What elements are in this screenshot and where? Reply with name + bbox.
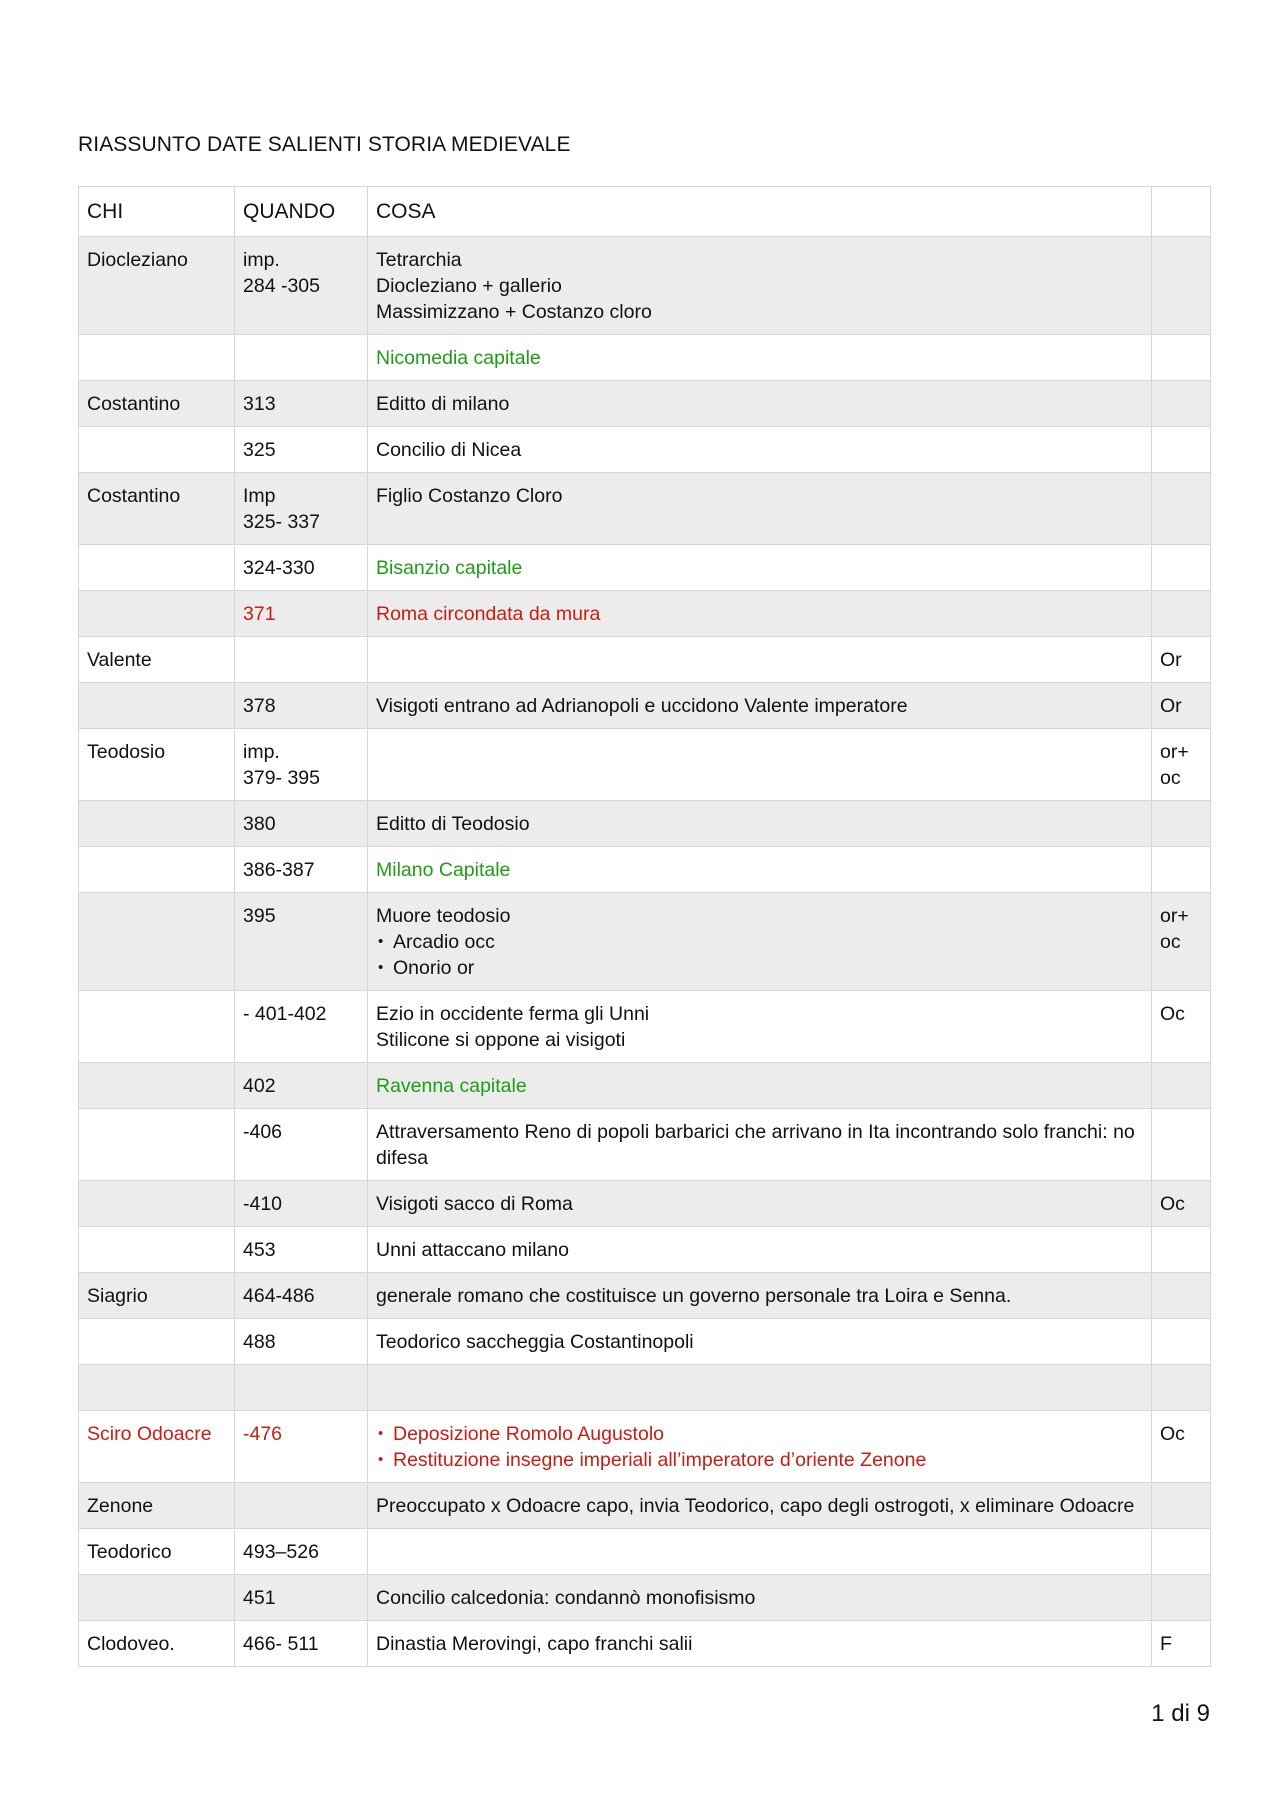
table-row	[79, 683, 1211, 729]
cell-chi-text: Diocleziano	[87, 249, 188, 271]
cell-area-text	[1160, 1237, 1202, 1263]
cell-cosa-line	[376, 1375, 1143, 1401]
cell-quando	[235, 1319, 368, 1365]
cell-cosa-line	[376, 647, 1143, 673]
cell-area-text: or+ oc	[1160, 741, 1189, 789]
header-area	[1152, 187, 1211, 237]
cell-area	[1152, 893, 1211, 991]
cell-area-text: Oc	[1160, 1423, 1185, 1445]
cell-cosa	[368, 335, 1152, 381]
cell-cosa-line: Milano Capitale	[376, 859, 511, 881]
cell-quando-line: Imp	[243, 485, 276, 507]
cell-area-text	[1160, 437, 1202, 463]
table-row	[79, 1529, 1211, 1575]
cell-area-text	[1160, 811, 1202, 837]
cell-quando	[235, 1483, 368, 1529]
cell-chi	[79, 591, 235, 637]
cell-chi-text: Costantino	[87, 485, 181, 507]
cell-quando	[235, 335, 368, 381]
cell-chi-text	[87, 693, 226, 719]
cell-quando-line	[243, 345, 359, 371]
cell-quando	[235, 1273, 368, 1319]
cell-quando	[235, 1365, 368, 1411]
cell-chi-text	[87, 903, 226, 929]
cell-chi	[79, 1529, 235, 1575]
cell-area	[1152, 1411, 1211, 1483]
bullet-item: • Onorio or	[376, 955, 1143, 981]
cell-cosa-line: Editto di milano	[376, 393, 510, 415]
cell-chi-text: Costantino	[87, 393, 181, 415]
cell-area	[1152, 545, 1211, 591]
cell-area	[1152, 683, 1211, 729]
cell-quando-line: 395	[243, 905, 276, 927]
cell-chi-text	[87, 1119, 226, 1145]
table-row	[79, 729, 1211, 801]
table-row	[79, 1273, 1211, 1319]
cell-area-text	[1160, 555, 1202, 581]
cell-cosa	[368, 427, 1152, 473]
header-quando: QUANDO	[235, 187, 368, 237]
header-cosa: COSA	[368, 187, 1152, 237]
cell-cosa	[368, 1575, 1152, 1621]
cell-area-text	[1160, 1493, 1202, 1519]
cell-chi	[79, 637, 235, 683]
cell-quando-line: 371	[243, 603, 276, 625]
cell-chi	[79, 801, 235, 847]
table-row	[79, 1109, 1211, 1181]
cell-chi	[79, 1575, 235, 1621]
cell-chi	[79, 991, 235, 1063]
timeline-body	[79, 237, 1211, 1667]
cell-quando	[235, 237, 368, 335]
cell-area-text: Or	[1160, 695, 1182, 717]
table-row	[79, 591, 1211, 637]
cell-quando	[235, 801, 368, 847]
cell-cosa	[368, 1319, 1152, 1365]
cell-chi-text	[87, 1585, 226, 1611]
table-row	[79, 335, 1211, 381]
cell-area	[1152, 335, 1211, 381]
cell-area	[1152, 1483, 1211, 1529]
cell-quando	[235, 893, 368, 991]
table-row	[79, 991, 1211, 1063]
cell-chi-text	[87, 1191, 226, 1217]
page-number: 1 di 9	[1151, 1700, 1210, 1727]
cell-quando-line	[243, 1375, 359, 1401]
cell-cosa	[368, 1227, 1152, 1273]
table-row	[79, 1411, 1211, 1483]
table-row	[79, 847, 1211, 893]
cell-cosa-line: Preoccupato x Odoacre capo, invia Teodorico, capo degli ostrogoti, x eliminare Odoacre	[376, 1495, 1135, 1517]
cell-chi	[79, 381, 235, 427]
cell-quando	[235, 729, 368, 801]
cell-quando	[235, 1411, 368, 1483]
cell-cosa-line: Roma circondata da mura	[376, 603, 601, 625]
cell-chi-text	[87, 1329, 226, 1355]
cell-chi	[79, 545, 235, 591]
cell-cosa	[368, 473, 1152, 545]
cell-quando-line: 451	[243, 1587, 276, 1609]
table-row	[79, 427, 1211, 473]
table-row	[79, 473, 1211, 545]
cell-cosa-line: Stilicone si oppone ai visigoti	[376, 1029, 626, 1051]
cell-cosa	[368, 1181, 1152, 1227]
cell-chi	[79, 1483, 235, 1529]
cell-area	[1152, 1319, 1211, 1365]
cell-quando-line: 284 -305	[243, 275, 320, 297]
cell-area-text	[1160, 247, 1202, 273]
cell-chi-text	[87, 1237, 226, 1263]
cell-area-text	[1160, 857, 1202, 883]
cell-area	[1152, 991, 1211, 1063]
table-row	[79, 1319, 1211, 1365]
cell-chi	[79, 683, 235, 729]
cell-cosa-line	[376, 739, 1143, 765]
cell-quando	[235, 1621, 368, 1667]
table-row	[79, 893, 1211, 991]
cell-cosa-line: Unni attaccano milano	[376, 1239, 569, 1261]
cell-quando	[235, 381, 368, 427]
cell-cosa-line: Muore teodosio	[376, 905, 511, 927]
cell-chi-text	[87, 857, 226, 883]
cell-area-text	[1160, 391, 1202, 417]
cell-chi	[79, 1227, 235, 1273]
cell-cosa	[368, 591, 1152, 637]
cell-cosa	[368, 1483, 1152, 1529]
cell-cosa	[368, 1621, 1152, 1667]
cell-cosa-line: Visigoti sacco di Roma	[376, 1193, 573, 1215]
cell-area-text	[1160, 345, 1202, 371]
cell-area	[1152, 1227, 1211, 1273]
cell-cosa	[368, 1063, 1152, 1109]
cell-chi-text	[87, 811, 226, 837]
cell-quando-line: 386-387	[243, 859, 315, 881]
cell-chi-text	[87, 437, 226, 463]
cell-area	[1152, 1365, 1211, 1411]
cell-chi-text: Valente	[87, 649, 152, 671]
cell-chi-text	[87, 601, 226, 627]
cell-cosa	[368, 893, 1152, 991]
cell-chi-text	[87, 1073, 226, 1099]
cell-area-text: Oc	[1160, 1193, 1185, 1215]
cell-cosa	[368, 1365, 1152, 1411]
cell-cosa	[368, 637, 1152, 683]
cell-area	[1152, 801, 1211, 847]
table-row	[79, 637, 1211, 683]
cell-cosa	[368, 381, 1152, 427]
cell-area	[1152, 847, 1211, 893]
cell-chi-text	[87, 1001, 226, 1027]
header-chi: CHI	[79, 187, 235, 237]
cell-area-text: Or	[1160, 649, 1182, 671]
cell-area-text	[1160, 483, 1202, 509]
cell-cosa-line: Visigoti entrano ad Adrianopoli e uccidono Valente imperatore	[376, 695, 908, 717]
bullet-item: • Restituzione insegne imperiali all’imperatore d’oriente Zenone	[376, 1447, 1143, 1473]
cell-quando-line	[243, 1493, 359, 1519]
cell-chi-text	[87, 345, 226, 371]
cell-cosa	[368, 801, 1152, 847]
cell-quando-line: 402	[243, 1075, 276, 1097]
cell-chi-text	[87, 555, 226, 581]
cell-cosa-line: Concilio calcedonia: condannò monofisismo	[376, 1587, 756, 1609]
cell-cosa-line: Bisanzio capitale	[376, 557, 523, 579]
cell-area	[1152, 381, 1211, 427]
cell-quando-line: 380	[243, 813, 276, 835]
cell-chi	[79, 427, 235, 473]
cell-area-text	[1160, 1329, 1202, 1355]
cell-quando-line: 379- 395	[243, 767, 320, 789]
cell-cosa	[368, 683, 1152, 729]
cell-quando	[235, 1529, 368, 1575]
table-row	[79, 545, 1211, 591]
cell-chi	[79, 1109, 235, 1181]
cell-area	[1152, 473, 1211, 545]
cell-chi	[79, 847, 235, 893]
cell-chi	[79, 1273, 235, 1319]
cell-quando	[235, 1227, 368, 1273]
cell-chi	[79, 893, 235, 991]
cell-cosa-line: Attraversamento Reno di popoli barbarici che arrivano in Ita incontrando solo franchi: no difesa	[376, 1121, 1135, 1169]
cell-cosa-line: Massimizzano + Costanzo cloro	[376, 301, 652, 323]
cell-cosa-line: generale romano che costituisce un governo personale tra Loira e Senna.	[376, 1285, 1012, 1307]
cell-chi-text: Siagrio	[87, 1285, 148, 1307]
cell-area	[1152, 637, 1211, 683]
bullet-item: • Arcadio occ	[376, 929, 1143, 955]
cell-quando-line: 453	[243, 1239, 276, 1261]
cell-quando	[235, 1181, 368, 1227]
cell-area	[1152, 591, 1211, 637]
cell-cosa	[368, 1411, 1152, 1483]
cell-area-text	[1160, 1283, 1202, 1309]
table-row	[79, 1621, 1211, 1667]
cell-cosa	[368, 1273, 1152, 1319]
cell-quando-line: 466- 511	[243, 1633, 319, 1655]
cell-quando-line: -406	[243, 1121, 283, 1143]
cell-quando-line: 325	[243, 439, 276, 461]
table-row	[79, 1483, 1211, 1529]
cell-chi	[79, 1411, 235, 1483]
page-title: RIASSUNTO DATE SALIENTI STORIA MEDIEVALE	[78, 133, 571, 156]
cell-quando	[235, 637, 368, 683]
cell-area	[1152, 1529, 1211, 1575]
cell-chi	[79, 1181, 235, 1227]
cell-cosa-line: Concilio di Nicea	[376, 439, 522, 461]
cell-chi-text: Teodosio	[87, 741, 166, 763]
table-row	[79, 801, 1211, 847]
cell-cosa	[368, 847, 1152, 893]
cell-cosa	[368, 545, 1152, 591]
cell-area-text	[1160, 1119, 1202, 1145]
cell-chi-text: Teodorico	[87, 1541, 172, 1563]
table-row	[79, 1181, 1211, 1227]
cell-chi-text: Clodoveo.	[87, 1633, 175, 1655]
cell-quando	[235, 473, 368, 545]
cell-cosa-line: Nicomedia capitale	[376, 347, 541, 369]
table-row	[79, 1365, 1211, 1411]
cell-quando	[235, 1109, 368, 1181]
cell-cosa	[368, 991, 1152, 1063]
cell-area-text: Oc	[1160, 1003, 1185, 1025]
header-row	[79, 187, 1211, 237]
cell-cosa-line: Ezio in occidente ferma gli Unni	[376, 1003, 650, 1025]
cell-quando	[235, 1575, 368, 1621]
cell-quando-line: 378	[243, 695, 276, 717]
cell-cosa	[368, 237, 1152, 335]
cell-cosa-line: Diocleziano + gallerio	[376, 275, 562, 297]
cell-cosa-line: Editto di Teodosio	[376, 813, 530, 835]
cell-quando	[235, 545, 368, 591]
cell-quando	[235, 991, 368, 1063]
cell-area	[1152, 1575, 1211, 1621]
cell-quando	[235, 847, 368, 893]
cell-quando-line: 493–526	[243, 1541, 319, 1563]
cell-cosa-line	[376, 1539, 1143, 1565]
cell-quando-line	[243, 647, 359, 673]
cell-area	[1152, 1181, 1211, 1227]
cell-cosa	[368, 1109, 1152, 1181]
cell-area	[1152, 1109, 1211, 1181]
cell-area	[1152, 1063, 1211, 1109]
cell-area-text	[1160, 601, 1202, 627]
table-row	[79, 1227, 1211, 1273]
cell-quando-line: - 401-402	[243, 1003, 327, 1025]
cell-chi	[79, 1319, 235, 1365]
cell-cosa	[368, 1529, 1152, 1575]
cell-cosa-line: Tetrarchia	[376, 249, 462, 271]
cell-quando-line: 313	[243, 393, 276, 415]
cell-cosa-line: Ravenna capitale	[376, 1075, 527, 1097]
table-row	[79, 237, 1211, 335]
cell-chi	[79, 1063, 235, 1109]
cell-area	[1152, 1273, 1211, 1319]
cell-quando-line: imp.	[243, 249, 280, 271]
bullet-item: • Deposizione Romolo Augustolo	[376, 1421, 1143, 1447]
cell-chi	[79, 1621, 235, 1667]
cell-area-text	[1160, 1375, 1202, 1401]
cell-cosa-line: Teodorico saccheggia Costantinopoli	[376, 1331, 694, 1353]
cell-chi-text	[87, 1375, 226, 1401]
cell-area	[1152, 729, 1211, 801]
cell-area	[1152, 427, 1211, 473]
cell-quando-line: 464-486	[243, 1285, 315, 1307]
table-row	[79, 1063, 1211, 1109]
cell-quando	[235, 1063, 368, 1109]
cell-chi	[79, 473, 235, 545]
cell-chi	[79, 729, 235, 801]
cell-chi	[79, 1365, 235, 1411]
cell-cosa	[368, 729, 1152, 801]
cell-chi-text: Sciro Odoacre	[87, 1423, 212, 1445]
cell-quando	[235, 427, 368, 473]
cell-quando-line: imp.	[243, 741, 280, 763]
cell-area	[1152, 1621, 1211, 1667]
cell-chi-text: Zenone	[87, 1495, 154, 1517]
cell-quando	[235, 591, 368, 637]
cell-cosa-line: Figlio Costanzo Cloro	[376, 485, 563, 507]
cell-area-text	[1160, 1539, 1202, 1565]
cell-area-text: F	[1160, 1633, 1172, 1655]
cell-area-text	[1160, 1585, 1202, 1611]
cell-quando-line: 324-330	[243, 557, 315, 579]
cell-chi	[79, 237, 235, 335]
cell-quando-line: 325- 337	[243, 511, 320, 533]
cell-quando-line: -410	[243, 1193, 283, 1215]
cell-cosa-line: Dinastia Merovingi, capo franchi salii	[376, 1633, 693, 1655]
cell-area	[1152, 237, 1211, 335]
table-row	[79, 381, 1211, 427]
cell-quando-line: -476	[243, 1423, 283, 1445]
cell-area-text: or+ oc	[1160, 905, 1189, 953]
table-row	[79, 1575, 1211, 1621]
cell-quando-line: 488	[243, 1331, 276, 1353]
cell-quando	[235, 683, 368, 729]
cell-area-text	[1160, 1073, 1202, 1099]
cell-chi	[79, 335, 235, 381]
timeline-table	[78, 186, 1211, 1667]
